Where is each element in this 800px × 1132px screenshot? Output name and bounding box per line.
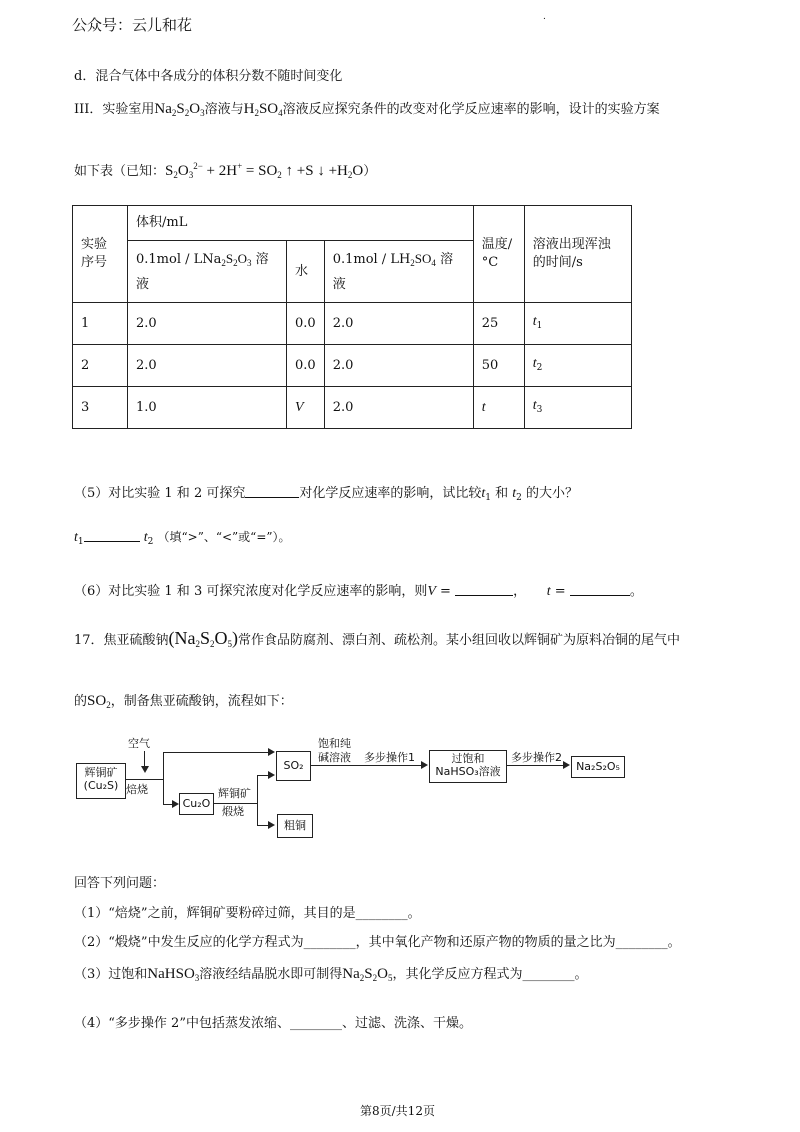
cu2o-box: Cu₂O — [179, 793, 214, 815]
product-box: Na₂S₂O₅ — [571, 756, 625, 778]
row2-h2so4: 2.0 — [324, 345, 473, 387]
soda-label-1: 饱和纯 — [318, 737, 351, 750]
row1-time: $t_1$ — [524, 303, 631, 345]
row1-na: 2.0 — [128, 303, 287, 345]
row2-na: 2.0 — [128, 345, 287, 387]
question-5: （5）对比实验 1 和 2 可探究 对化学反应速率的影响，试比较$t_1$ 和 $t_2$ 的大小？ — [74, 486, 579, 503]
nahso3-box: 过饱和 NaHSO₃溶液 — [429, 750, 507, 783]
row2-water: 0.0 — [287, 345, 325, 387]
row2-id: 2 — [73, 345, 128, 387]
row1-water: 0.0 — [287, 303, 325, 345]
crude-copper-box: 粗铜 — [277, 814, 313, 838]
step1-label: 多步操作1 — [364, 751, 415, 764]
ore-box: 辉铜矿 (Cu₂S) — [76, 763, 126, 799]
soda-label-2: 碱溶液 — [318, 751, 351, 764]
option-d: d．混合气体中各成分的体积分数不随时间变化 — [74, 69, 343, 84]
header-temp: 温度/°C — [473, 206, 524, 303]
row2-time: $t_2$ — [524, 345, 631, 387]
row3-id: 3 — [73, 387, 128, 429]
question-5-fill: $t_1$ $t_2$ （填“>”、“<”或“=”）。 — [74, 530, 291, 547]
header-time: 溶液出现浑浊的时间/s — [524, 206, 631, 303]
row3-h2so4: 2.0 — [324, 387, 473, 429]
air-label: 空气 — [128, 737, 150, 750]
header-volume: 体积/mL — [128, 206, 474, 241]
calcine-label: 煅烧 — [222, 805, 244, 818]
page-number: 第8页/共12页 — [360, 1104, 435, 1118]
row1-id: 1 — [73, 303, 128, 345]
header-h2so4: $0.1mol / LH_2SO_4$ 溶液 — [324, 241, 473, 303]
row3-na: 1.0 — [128, 387, 287, 429]
question-6: （6）对比实验 1 和 3 可探究浓度对化学反应速率的影响，则V = ， t = 。 — [74, 584, 643, 599]
row3-time: $t_3$ — [524, 387, 631, 429]
question-17-3: （3）过饱和NaHSO$_3$溶液经结晶脱水即可制得$Na_2S_2O_5$，其化学反应方程式为________。 — [74, 966, 588, 983]
row3-temp: t — [473, 387, 524, 429]
row2-temp: 50 — [473, 345, 524, 387]
header-na2s2o3: $0.1mol / LNa_2S_2O_3$ 溶液 — [128, 241, 287, 303]
part-iii-line: III．实验室用$Na_2S_2O_3$溶液与$H_2SO_4$溶液反应探究条件的改变对化学反应速率的影响，设计的实验方案 — [74, 101, 660, 118]
answer-intro: 回答下列问题： — [74, 876, 166, 891]
header-water: 水 — [287, 241, 325, 303]
roast-label: 焙烧 — [126, 783, 148, 796]
step2-label: 多步操作2 — [511, 751, 562, 764]
watermark: 公众号：云儿和花 — [72, 16, 193, 34]
question-17-1: （1）“焙烧”之前，辉铜矿要粉碎过筛，其目的是________。 — [74, 906, 421, 921]
question-17-4: （4）“多步操作 2”中包括蒸发浓缩、________、过滤、洗涤、干燥。 — [74, 1016, 472, 1031]
stray-dot: . — [543, 12, 546, 22]
row1-h2so4: 2.0 — [324, 303, 473, 345]
question-17-intro2: 的$SO_2$，制备焦亚硫酸钠，流程如下： — [74, 693, 293, 710]
table-intro: 如下表（已知：$S_2O_3^{2-} + 2H^+ = SO_2$ ↑ +S ↓ $+H_2O$） — [74, 161, 377, 180]
question-17-intro: 17．焦亚硫酸钠$(Na_2S_2O_5)$常作食品防腐剂、漂白剂、疏松剂。某小组回收以辉铜矿为原料冶铜的尾气中 — [74, 628, 681, 649]
calcine-ore-label: 辉铜矿 — [218, 787, 251, 800]
so2-box: SO₂ — [276, 751, 311, 781]
row3-water: V — [287, 387, 325, 429]
question-17-2: （2）“煅烧”中发生反应的化学方程式为________，其中氧化产物和还原产物的物质的量之比为________。 — [74, 935, 681, 950]
reaction-equation: $S_2O_3^{2-} + 2H^+ = SO_2$ ↑ +S ↓ $+H_2O$ — [165, 161, 364, 180]
row1-temp: 25 — [473, 303, 524, 345]
header-id: 实验序号 — [73, 206, 128, 303]
